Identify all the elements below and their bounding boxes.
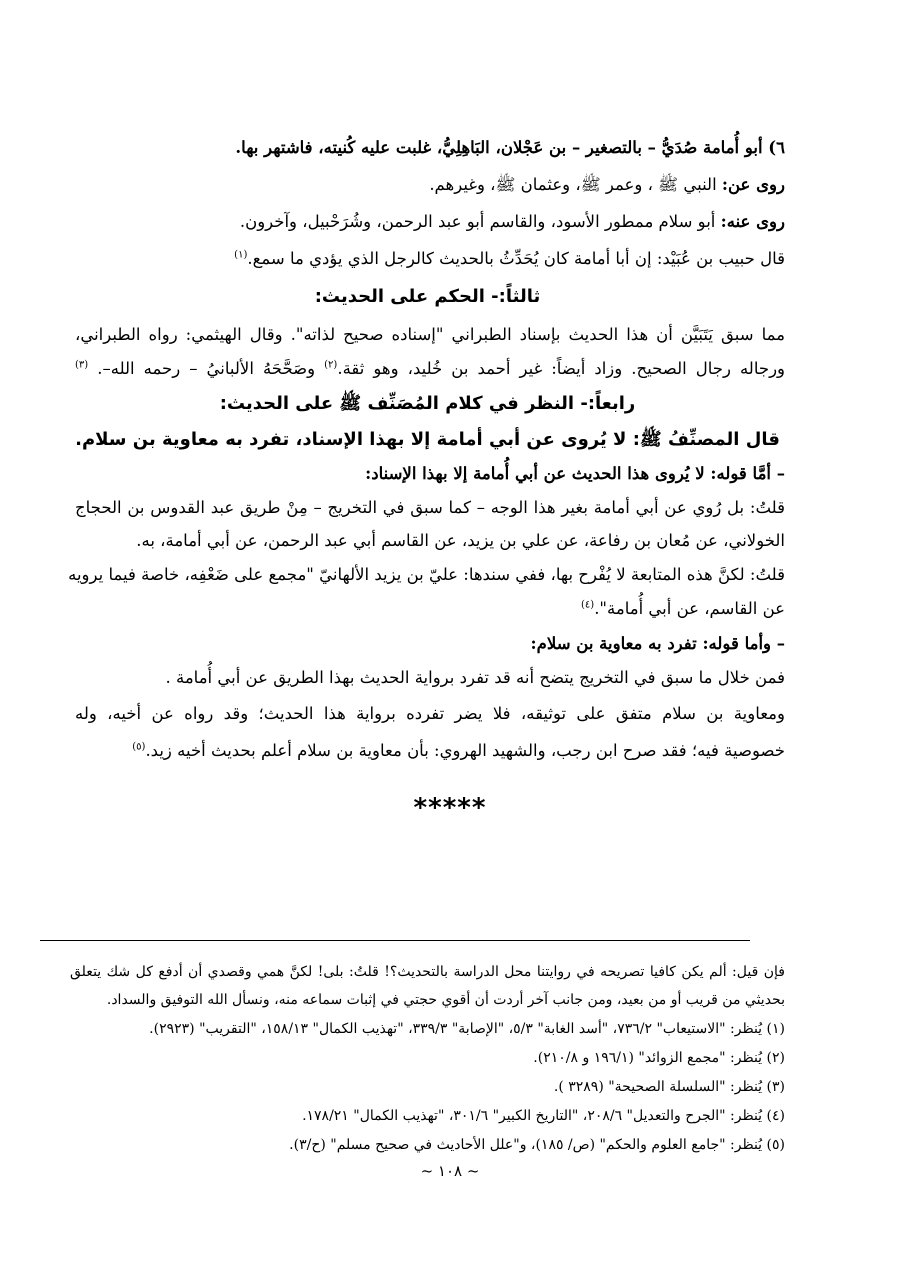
point1-heading: – أمَّا قوله: لا يُروى هذا الحديث عن أبي أُمامة إلا بهذا الإسناد:: [365, 464, 785, 483]
footnote-4: (٤) يُنظر: "الجرح والتعديل" ٢٠٨/٦، "التاريخ الكبير" ٣٠١/٦، "تهذيب الكمال" ١٧٨/٢١.: [302, 1108, 785, 1124]
page-number: ~ ١٠٨ ~: [420, 1162, 480, 1180]
narrated-by-text: أبو سلام ممطور الأسود، والقاسم أبو عبد الرحمن، وشُرَحْبيل، وآخرون.: [239, 212, 721, 231]
footnote-ref-1: (١): [234, 249, 248, 261]
footnote-continuation-line1: فإن قيل: ألم يكن كافيا تصريحه في روايتنا محل الدراسة بالتحديث؟! قلتُ: بلى! لكنَّ همي وقصدي أن أدفع كل شك يتعلق: [70, 964, 785, 980]
footnote-5: (٥) يُنظر: "جامع العلوم والحكم" (ص/ ١٨٥)، و"علل الأحاديث في صحيح مسلم" (ح/٣).: [289, 1137, 785, 1153]
footnote-ref-3: (٣): [75, 359, 89, 371]
point1-line3: قلتُ: لكنَّ هذه المتابعة لا يُفْرح بها، ففي سندها: عليّ بن يزيد الألهانيّ "مجمع على ضَعْفِه، خاصة فيما يرويه: [68, 565, 785, 584]
footnote-ref-5: (٥): [132, 741, 146, 753]
section3-paragraph-line2: [75, 358, 785, 380]
section3-heading: ثالثاً:- الحكم على الحديث:: [314, 286, 541, 307]
section3-paragraph-line1: مما سبق يَتَبَيَّن أن هذا الحديث بإسناد الطبراني "إسناده صحيح لذاته". وقال الهيثمي: رواه الطبراني،: [75, 325, 785, 344]
footnote-3: (٣) يُنظر: "السلسلة الصحيحة" (٣٢٨٩ ).: [553, 1079, 785, 1095]
footnote-divider: [40, 940, 750, 941]
section-separator: *****: [413, 793, 487, 823]
section3-text-b: وصَحَّحَهُ الألبانيُ – رحمه الله–.: [88, 359, 325, 378]
point1-line2: الخولاني، عن مُعان بن رفاعة، عن علي بن يزيد، عن القاسم أبي عبد الرحمن، عن أبي أمامة، به.: [136, 531, 785, 550]
narrated-from-line: [70, 174, 785, 196]
narrated-from-label: روى عن:: [721, 175, 785, 194]
point2-line3-text: خصوصية فيه؛ فقد صرح ابن رجب، والشهيد الهروي: بأن معاوية بن سلام أعلم بحديث أخيه زيد.: [145, 741, 785, 760]
point1-line4-text: عن القاسم، عن أبي أُمامة".: [594, 599, 785, 618]
narrated-by-line: [70, 211, 785, 233]
author-statement: قال المصنِّفُ ﷺ: لا يُروى عن أبي أمامة إلا بهذا الإسناد، تفرد به معاوية بن سلام.: [75, 429, 780, 450]
narrator-title: ٦) أبو أُمامة صُدَيُّ – بالتصغير – بن عَجْلان، البَاهِلِيُّ، غلبت عليه كُنيته، فاشتهر بها.: [235, 138, 785, 157]
point2-line2: ومعاوية بن سلام متفق على توثيقه، فلا يضر تفرده برواية هذا الحديث؛ وقد رواه عن أخيه، وله: [75, 704, 785, 723]
point2-line3: [75, 740, 785, 762]
narrated-by-label: روى عنه:: [720, 212, 785, 231]
habib-quote: [70, 248, 785, 270]
point1-line1: قلتُ: بل رُوي عن أبي أمامة بغير هذا الوجه – كما سبق في التخريج – مِنْ طريق عبد القدوس بن الحجاج: [75, 498, 785, 517]
footnote-continuation-line2: بحديثي من قريب أو من بعيد، ومن جانب آخر أردت أن أقوي حجتي في إثبات سماعه منه، ونسأل الله التوفيق والسداد.: [106, 992, 785, 1008]
narrated-from-text: النبي ﷺ ، وعمر ﷺ، وعثمان ﷺ، وغيرهم.: [429, 175, 722, 194]
footnote-ref-2: (٢): [324, 359, 338, 371]
point1-line4: [75, 598, 785, 620]
section3-text-a: ورجاله رجال الصحيح. وزاد أيضاً: غير أحمد بن خُليد، وهو ثقة.: [337, 359, 786, 378]
footnote-ref-4: (٤): [581, 599, 595, 611]
point2-line1: فمن خلال ما سبق في التخريج يتضح أنه قد تفرد برواية الحديث بهذا الطريق عن أبي أُمامة .: [165, 668, 785, 687]
habib-text: قال حبيب بن عُبَيْد: إن أبا أمامة كان يُحَدِّثُ بالحديث كالرجل الذي يؤدي ما سمع.: [247, 249, 785, 268]
footnote-1: (١) يُنظر: "الاستيعاب" ٧٣٦/٢، "أسد الغابة" ٥/٣، "الإصابة" ٣٣٩/٣، "تهذيب الكمال" ١٥٨/١٣، "التقريب" (٢٩٢٣).: [149, 1021, 785, 1037]
point2-heading: – وأما قوله: تفرد به معاوية بن سلام:: [530, 634, 785, 653]
section4-heading: رابعاً:- النظر في كلام المُصَنِّف ﷺ على الحديث:: [219, 393, 636, 414]
footnote-2: (٢) يُنظر: "مجمع الزوائد" (١٩٦/١ و ٢١٠/٨).: [533, 1050, 785, 1066]
